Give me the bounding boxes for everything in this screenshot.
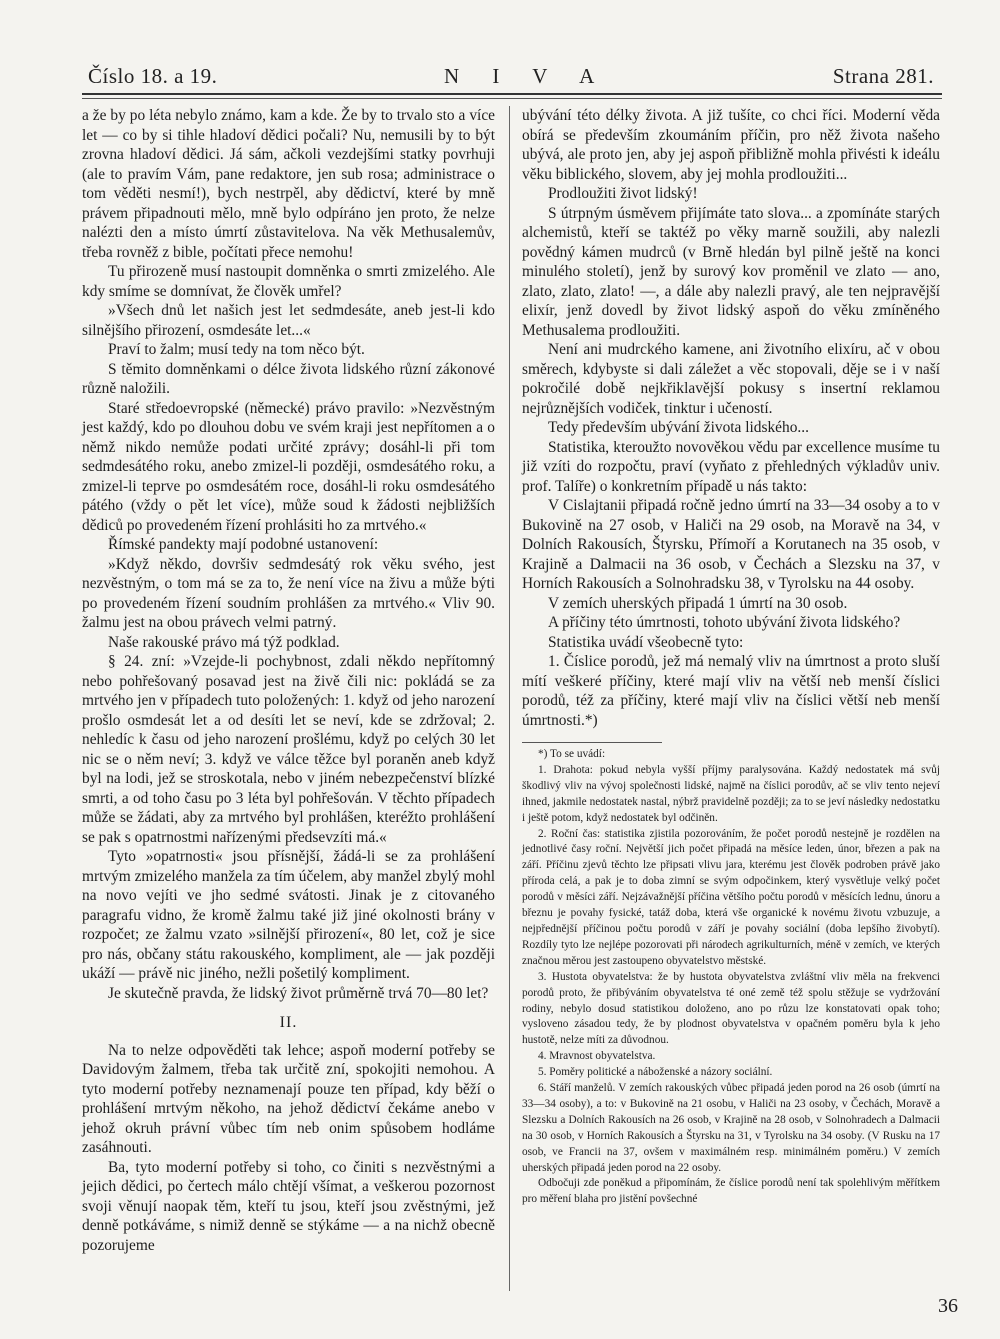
right-column (522, 106, 940, 1208)
issue-number: Číslo 18. a 19. (88, 64, 218, 88)
paragraph: Praví to žalm; musí tedy na tom něco být. (108, 341, 365, 358)
paragraph: Ba, tyto moderní potřeby si toho, co činiti s nezvěstnými a jejich dědici, po čertech málo chtějí všímat, a veškerou pozornost svoji věnují naopak těm, kteří tu jsou, kteří jsou zvěstnými, jež denně potkáváme, s nimiž denně se stýkáme — a na nichž obecně pozorujeme (82, 1158, 495, 1254)
paragraph: Na to nelze odpověděti tak lehce; aspoň moderní potřeby se Davidovým žalmem, třeba tak určitě zní, spokojiti nemohou. A tyto moderní potřeby neznamenají pouze ten případ, kdy běží o prohlášení mrtvým někoho, na jehož dědictví čekáme anebo v jehož okruh právní vůbec tím neb onim spůsobem hodláme zasáhnouti. (82, 1041, 495, 1156)
footnote: Odbočuji zde poněkud a připomínám, že číslice porodů není tak spolehlivým měřítkem pro měření blaha pro jistění povšechné (522, 1177, 940, 1206)
paragraph: Tedy především ubývání života lidského... (548, 419, 809, 436)
paragraph: S útrpným úsměvem přijímáte tato slova... a zpomínáte starých alchemistů, kteří se taktéž po věky marně soužili, aby nalezli povědný kámen mudrců (v Brně hledán byl pilně ještě na konci minulého století), jenž by surový kov proměnil ve zlato — ano, zlato, zlato, zlato! —, a dále aby nalezli pravý, ale ten nejpravější elixír, jenž dovedl by život lidský aspoň do věku zmíněného Methusalema prodloužiti. (522, 204, 940, 339)
paragraph: Prodloužiti život lidský! (548, 185, 698, 202)
footnote: 3. Hustota obyvatelstva: že by hustota obyvatelstva zvláštní vliv měla na frekvenci porodů proto, že přibýváním obyvatelstva té oné země též spolu stěžuje se vydržování rodiny, nebylo dosud statistikou doloženo, ano po růzu lze konstatovati opak toho; vysloveno zásadou tedy, že by plodnost obyvatelstva v opačném poměru byla k jeho hustotě, nelze míti za důvodnou. (522, 970, 940, 1047)
header-rule-thick (82, 93, 942, 95)
paragraph: Je skutečně pravda, že lidský život průměrně trvá 70—80 let? (108, 984, 489, 1002)
footnote: 2. Roční čas: statistika zjistila pozorováním, že počet porodů nestejně je rozdělen na jednotlivé časy roční. Největší jich počet připadá na měsíce leden, únor, březen a pak na září. Příčinu zjevů těchto lze připsati vlivu jara, kterému jest člověk podroben právě jako příroda celá, a pak je to doba zimní se svým odpočinkem, který vysvětluje velký počet porodů v měsíci září. Nejzávažnější příčina většího počtu porodů v měsících lednu, únoru a březnu je povahy fysické, tatáž doba, která vše organické k novému životu vzbuzuje, a nejpřednější příčinou počtu porodů v září je povahy sociální (doba lepšího živobytí). Rozdíly tyto lze nejlépe pozorovati při národech agrikulturních, méně v zemích, ve kterých značnou měrou jest zastoupeno obyvatelstvo městské. (522, 827, 940, 967)
page-label: Strana 281. (832, 64, 934, 88)
page (82, 60, 942, 1330)
paragraph: a že by po léta nebylo známo, kam a kde. Že by to trvalo sto a více let — co by si tihle hladoví dědici počali? Nu, nemusili by to být zrovna hladoví dědici. Já sám, ačkoli vezdejšími statky povrhuji (ale to pravím Vám, pane redaktore, jen sub rosa; administrace o tom věděti nesmí!), bych nestrpěl, aby dědictví, které by mně právem připadnouti mělo, mně bylo odpíráno jen proto, že nelze nalézti den a místo úmrtí zůstavitelova. Na věk Methusalemův, třeba rovněž z bible, počítati přece nemohu! (82, 107, 495, 261)
paragraph: 1. Číslice porodů, jež má nemalý vliv na úmrtnost a proto sluší mítí veškeré příčiny, které mají vliv na větší neb menší číslici porodů, též za příčiny, které mají vliv na číslici větší neb menší úmrtnosti.*) (522, 653, 940, 729)
paragraph: ubývání této délky života. A již tušíte, co chci říci. Moderní věda obírá se především zkoumáním příčin, pro něž života našeho ubývá, ale proto jen, aby jej aspoň přibližně mohla přivésti k ideálu věku biblického, slovem, aby jej mohla prodloužiti... (522, 107, 940, 183)
paragraph: Římské pandekty mají podobné ustanovení: (108, 536, 379, 553)
paragraph: Statistika, kteroužto novověkou vědu par excellence musíme tu již vzíti do rozpočtu, praví (vyňato z přehledných výkladův univ. prof. Talíře) o konkretním případě u nás takto: (522, 438, 940, 495)
section-heading: II. (279, 1014, 298, 1031)
footnote: 1. Drahota: pokud nebyla vyšší příjmy paralysována. Každý nedostatek má svůj škodlivý vliv na vývoj společnosti lidské, najmě na číslici porodův, ač se vliv tento nejeví ihned, jakmile nedostatek nastal, nýbrž pravidelně později; za to se jeví následky nedostatku i ještě potom, když nedostatek byl odčiněn. (522, 763, 940, 824)
paragraph: Není ani mudrckého kamene, ani životního elixíru, ač v obou směrech, kdybyste si dali záležet a věc stopovali, děje se i v naší pokročilé době nejkřiklavější pokusy s insertní reklamou nejrůznějších vodiček, tinktur i učeností. (522, 341, 940, 417)
paragraph: Naše rakouské právo má týž podklad. (108, 633, 340, 651)
footnote: 5. Poměry politické a náboženské a názory sociální. (538, 1066, 773, 1079)
footnotes (522, 742, 940, 1208)
journal-title: N I V A (444, 64, 609, 88)
paragraph: S těmito domněnkami o délce života lidského různí zákonové různě naložili. (82, 360, 495, 397)
footnote: 4. Mravnost obyvatelstva. (538, 1050, 656, 1063)
paragraph: Tyto »opatrnosti« jsou přísnější, žádá-li se za prohlášení mrtvým zmizelého manžela za tím účelem, aby manžel zbylý mohl na novo vejíti ve jho sedmé svátosti. Jinak je z citovaného paragrafu vidno, že kromě žalmu také již jiné okolnosti brány v rozpočet; ze žalmu vzato »silnější přirození«, 80 let, což je sice pro nás, občany státu rakouského, kompliment, ale — jak později ukáží — právě nic jiného, nežli pošetilý kompliment. (82, 848, 495, 982)
paragraph: V Cislajtanii připadá ročně jedno úmrtí na 33—34 osoby a to v Bukovině na 27 osob, v Haliči na 29 osob, na Moravě na 34, v Dolních Rakousích, Štyrsku, Přímoří a Korutanech na 35 osob, v Krajině a Dalmacii na 36 osob, v Čechách a Slezsku na 37, v Horních Rakousích a Solnohradsku 38, v Tyrolsku na 44 osoby. (522, 497, 940, 592)
column-divider (509, 106, 510, 1291)
footnote-rule (522, 742, 662, 743)
footnote: *) To se uvádí: (538, 748, 606, 760)
page-number: 36 (938, 1295, 958, 1317)
paragraph: A příčiny této úmrtnosti, tohoto ubývání života lidského? (548, 614, 901, 631)
footnote: 6. Stáří manželů. V zemích rakouských vůbec připadá jeden porod na 26 osob (úmrtí na 33—34 osoby), a to: v Bukovině na 21 osobu, v Haliči na 23 osoby, v Čechách, Moravě a Slezsku a Dolních Rakousích na 26 osob, v Krajině na 28 osob, v Solnohradech a Dalmacii na 30 osob, v Horních Rakousích a Štyrsku na 31, v Tyrolsku na 34 osoby. (V Rusku na 17 osob, ve Francii na 37, ovšem v maximálném resp. minimálném poměru.) V zemích uherských připadá jeden porod na 22 osoby. (522, 1082, 940, 1174)
running-header (82, 60, 942, 96)
paragraph: Staré středoevropské (německé) právo pravilo: »Nezvěstným jest každý, kdo po dlouhou dobu ve svém kraji jest nepřítomen a o němž nikdo nemůže podati určité zprávy; dosáhl-li při tom sedmdesátého roku, anebo zmizel-li později, osmdesátého roku, a zmizel-li teprve po osmdesátém roce, dosáhl-li roku osmdesátého pátého (vždy o pět let více), může soud k žádosti nejbližších dědiců po provedeném řízení prohlásiti ho za mrtvého.« (82, 399, 495, 534)
left-column (82, 106, 495, 1255)
paragraph: »Všech dnů let našich jest let sedmdesáte, aneb jest-li kdo silnějšího přirození, osmdesáte let...« (82, 302, 495, 339)
paragraph: V zemích uherských připadá 1 úmrtí na 30 osob. (548, 594, 848, 612)
paragraph: § 24. zní: »Vzejde-li pochybnost, zdali někdo nepřítomný nebo pohřešovaný posavad jest na živě čili nic: pokládá se za mrtvého jen v případech tuto položených: 1. když od jeho narození prošlo osmdesát let a od desíti let se neví, kde se zdržoval; 2. nehledíc k času od jeho narození prošlému, když po celých 30 let nic se o něm neví; 3. když ve válce těžce byl poraněn aneb když byl na lodi, jež se stroskotala, nebo v jiném nebezpečenství blízké smrti, a od toho času po 3 léta byl pohřešován. V těchto případech může se žádati, aby za mrtvého byl prohlášen, kteréžto prohlášení se pak s opatrnostmi nařízenými předsevzíti má.« (82, 653, 495, 846)
paragraph: Statistika uvádí všeobecně tyto: (548, 633, 744, 651)
header-rule-thin (82, 98, 942, 99)
paragraph: »Když někdo, dovršiv sedmdesátý rok věku svého, jest nezvěstným, o tom má se za to, že není více na živu a může býti po provedeném řízení soudním prohlášen za mrtvého.« Vliv 90. žalmu jest na obou právech velmi patrný. (82, 555, 495, 631)
paragraph: Tu přirozeně musí nastoupit domněnka o smrti zmizelého. Ale kdy smíme se domnívat, že člověk umřel? (82, 263, 495, 300)
